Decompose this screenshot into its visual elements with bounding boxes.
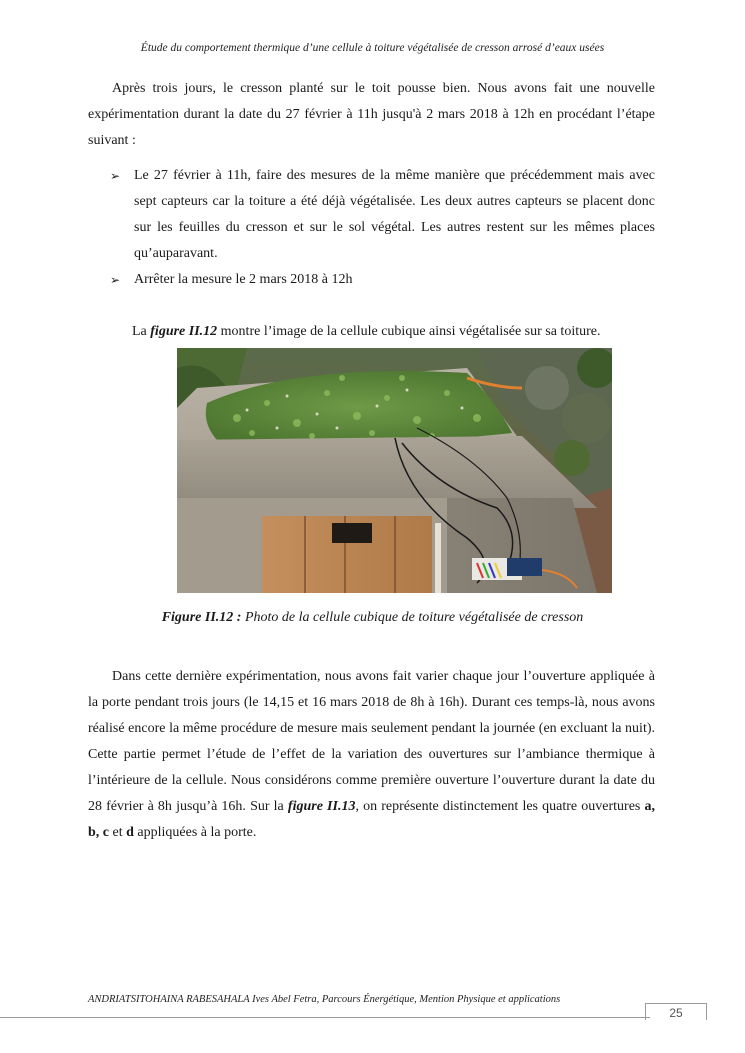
figure-caption [0, 610, 745, 626]
header-title-part2: cellule à toiture végétalisée de cresson arrosé d’eaux usées [329, 42, 605, 54]
figure-intro [132, 319, 655, 345]
bullet-text: Le 27 février à 11h, faire des mesures de la même manière que précédemment mais avec sept capteurs car la toiture a été déjà végétalisée. Les deux autres capteurs se placent donc sur les feuilles du cresson et sur le sol végétal. Les autres restent sur les mêmes places qu’auparavant. [134, 168, 655, 261]
bullet-text: Arrêter la mesure le 2 mars 2018 à 12h [134, 272, 353, 287]
header-title-part1: Étude du comportement thermique d’une [140, 42, 330, 54]
running-footer: ANDRIATSITOHAINA RABESAHALA Ives Abel Fetra, Parcours Énergétique, Mention Physique et applications [88, 994, 561, 1005]
figure-ref-2: figure II.13 [287, 799, 356, 814]
p2-and: et [109, 825, 127, 840]
caption-label: Figure II.12 : [161, 610, 242, 625]
figure-ref: figure II.12 [150, 324, 218, 339]
paragraph-2 [88, 664, 655, 846]
p2-letters: a, b, c [88, 799, 655, 840]
intro-paragraph: Après trois jours, le cresson planté sur le toit pousse bien. Nous avons fait une nouvelle expérimentation durant la date du 27 février à 11h jusqu'à 2 mars 2018 à 12h en procédant l’étape suivant : [88, 81, 655, 148]
bullet-item [110, 267, 655, 293]
arrow-bullet-icon: ➢ [110, 273, 121, 287]
caption-text: Photo de la cellule cubique de toiture végétalisée de cresson [241, 610, 584, 625]
photo-vegetated-cell [177, 348, 612, 593]
figure-intro-after: montre l’image de la cellule cubique ainsi végétalisée sur sa toiture. [217, 324, 601, 339]
figure-intro-before: La [132, 324, 151, 339]
p2-part3: appliquées à la porte. [133, 825, 257, 840]
bullet-item [110, 163, 655, 267]
p2-part1: Dans cette dernière expérimentation, nous avons fait varier chaque jour l’ouverture appliquée à la porte pendant trois jours (le 14,15 et 16 mars 2018 de 8h à 16h). Durant ces temps-là, nous avons réalisé encore la même procédure de mesure mais seulement pendant la journée (en excluant la nuit). Cette partie permet l’étude de l’effet de la variation des ouvertures sur l’ambiance thermique à l’intérieure de la cellule. Nous considérons comme première ouverture l’ouverture durant la date du 28 février à 8h jusqu’à 16h. Sur la [88, 669, 655, 814]
page-number: 25 [645, 1003, 707, 1020]
footer-divider [0, 1017, 650, 1018]
running-header [0, 42, 745, 54]
p2-part2: , on représente distinctement les quatre ouvertures [355, 799, 645, 814]
arrow-bullet-icon: ➢ [110, 169, 121, 183]
p2-last-letter: d [126, 825, 134, 840]
